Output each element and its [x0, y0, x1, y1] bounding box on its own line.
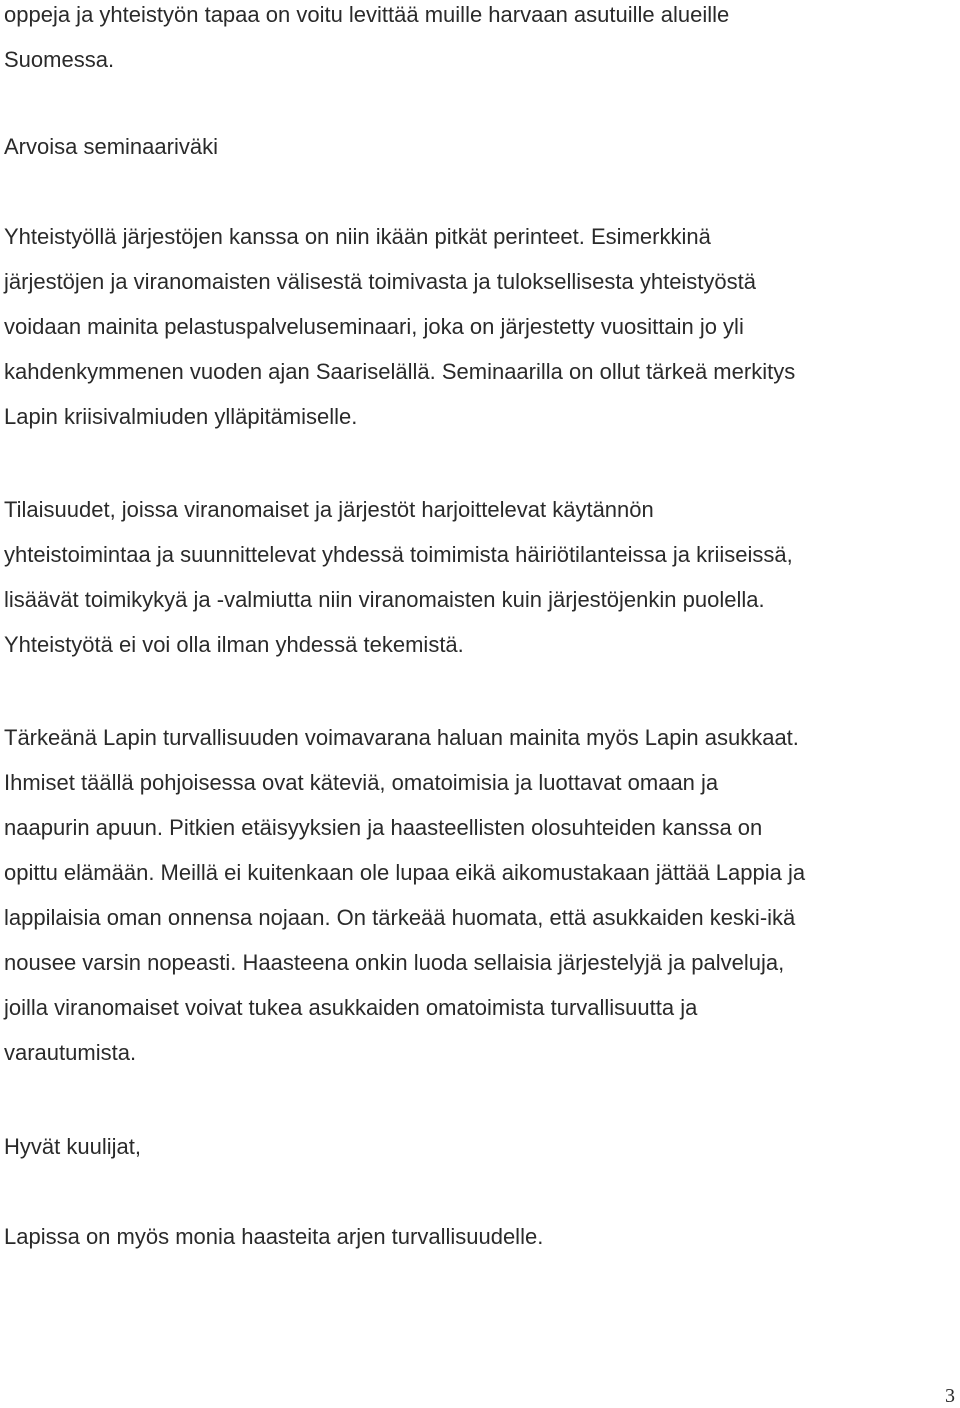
text-line: lisäävät toimikykyä ja -valmiutta niin viranomaisten kuin järjestöjenkin puolella. [4, 587, 765, 612]
text-line: järjestöjen ja viranomaisten välisestä toimivasta ja tuloksellisesta yhteistyöstä [4, 269, 757, 294]
paragraph-dissemination [4, 0, 954, 82]
text-line: Tärkeänä Lapin turvallisuuden voimavarana haluan mainita myös Lapin asukkaat. [4, 725, 799, 750]
text-line: nousee varsin nopeasti. Haasteena onkin luoda sellaisia järjestelyjä ja palveluja, [4, 950, 785, 975]
text-line: joilla viranomaiset voivat tukea asukkaiden omatoimista turvallisuutta ja [4, 995, 698, 1020]
text-line: Lapissa on myös monia haasteita arjen turvallisuudelle. [4, 1224, 544, 1249]
paragraph-cooperation [4, 214, 954, 439]
paragraph-exercises [4, 487, 954, 667]
text-line: oppeja ja yhteistyön tapaa on voitu levittää muille harvaan asutuille alueille [4, 2, 730, 27]
text-line: opittu elämään. Meillä ei kuitenkaan ole lupaa eikä aikomustakaan jättää Lappia ja [4, 860, 806, 885]
text-line: varautumista. [4, 1040, 137, 1065]
text-line: Ihmiset täällä pohjoisessa ovat käteviä, omatoimisia ja luottavat omaan ja [4, 770, 719, 795]
text-line: naapurin apuun. Pitkien etäisyyksien ja haasteellisten olosuhteiden kanssa on [4, 815, 763, 840]
text-line: Lapin kriisivalmiuden ylläpitämiselle. [4, 404, 358, 429]
text-line: Yhteistyöllä järjestöjen kanssa on niin ikään pitkät perinteet. Esimerkkinä [4, 224, 711, 249]
text-line: Arvoisa seminaariväki [4, 134, 218, 159]
text-line: Suomessa. [4, 47, 115, 72]
text-line: lappilaisia oman onnensa nojaan. On tärkeää huomata, että asukkaiden keski-ikä [4, 905, 796, 930]
paragraph-address [4, 1124, 954, 1169]
text-line: Hyvät kuulijat, [4, 1134, 141, 1159]
paragraph-challenges [4, 1214, 954, 1259]
paragraph-residents [4, 715, 954, 1075]
text-line: kahdenkymmenen vuoden ajan Saariselällä. Seminaarilla on ollut tärkeä merkitys [4, 359, 796, 384]
text-line: Tilaisuudet, joissa viranomaiset ja järjestöt harjoittelevat käytännön [4, 497, 654, 522]
paragraph-greeting [4, 124, 954, 169]
text-line: yhteistoimintaa ja suunnittelevat yhdessä toimimista häiriötilanteissa ja kriiseissä, [4, 542, 793, 567]
page-number: 3 [945, 1385, 955, 1407]
text-line: Yhteistyötä ei voi olla ilman yhdessä tekemistä. [4, 632, 464, 657]
text-line: voidaan mainita pelastuspalveluseminaari, joka on järjestetty vuosittain jo yli [4, 314, 744, 339]
